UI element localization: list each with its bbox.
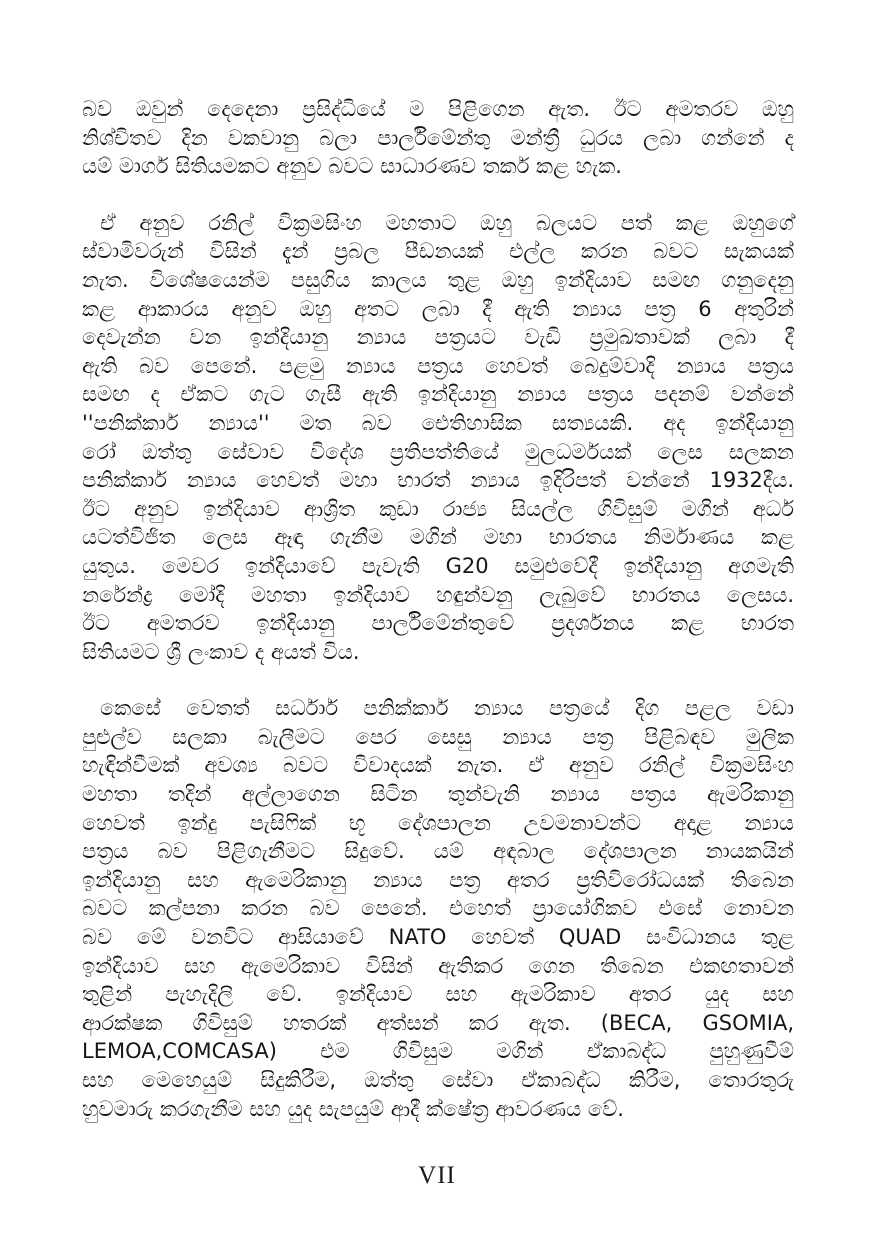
text-line: සහ මෙහෙයුම් සිදුකිරීම, ඔත්තු සේවා ඒකාබද්ධ කිරීම, තොරතුරු (82, 1068, 794, 1092)
text-line: මහතා තදින් අල්ලාගෙන සිටින තුන්වැනි න්‍යාය පත්‍රය ඇමරිකානු (82, 782, 794, 807)
text-line: ඊට අනුව ඉන්දියාව ආශ්‍රිත කුඩා රාජ්‍ය සියල්ල ගිවිසුම් මගින් අර්ධ (82, 496, 794, 521)
page-number: VII (418, 1162, 456, 1189)
text-line: බව ඔවුන් දෙදෙනා ප්‍රසිද්ධියේ ම පිළිගෙන ඇත. ඊට අමතරව ඔහු (82, 97, 794, 121)
text-line: යම් මාර්ග සිතියමකට අනුව බවට සාධාරණව තර්ක කළ හැක. (82, 154, 622, 179)
text-line: ස්වාමිවරුන් විසින් දැන් ප්‍රබල පීඩනයක් එල්ල කරන බවට සැකයක් (82, 239, 794, 264)
text-line: ඒ අනුව රනිල් වික්‍රමසිංහ මහතාට ඔහු බලයට පත් කළ ඔහුගේ (100, 210, 794, 235)
text-line: යටත්විජිත ලෙස ඈඳා ගැනීම මගින් මහා භාරතය නිර්මාණය කළ (82, 525, 794, 550)
text-line: කෙසේ වෙතත් සර්ධාර් පනික්කාර් න්‍යාය පත්‍රයේ දිග පළල වඩා (100, 696, 794, 721)
text-line: හෙවත් ඉන්දු පැසිෆික් භූ දේශපාලන උවමනාවන්ට අදාළ න්‍යාය (82, 810, 794, 835)
text-line: රෝ ඔත්තු සේවාව විදේශ ප්‍රතිපත්තියේ මුලධර්මයක් ලෙස සලකන (82, 439, 794, 464)
text-line: LEMOA,COMCASA) එම ගිවිසුම මගින් ඒකාබද්ධ පුහුණුවීම් (82, 1039, 794, 1064)
text-line: පුළුල්ව සලකා බැලීමට පෙර සෙසු න්‍යාය පත්‍ර පිළිබඳව මුලික (82, 724, 794, 749)
text-line: නැත. විශේෂයෙන්ම පසුගිය කාලය තුළ ඔහු ඉන්දියාව සමඟ ගනුදෙනු (82, 267, 794, 292)
text-line: ඇති බව පෙනේ. පළමු න්‍යාය පත්‍රය හෙවත් බෙදුම්වාදි න්‍යාය පත්‍රය (82, 353, 794, 378)
text-line: ඉන්දියානු සහ ඇමෙරිකානු න්‍යාය පත්‍ර අතර ප්‍රතිවිරෝධයක් තිබෙන (82, 867, 794, 892)
page-body (82, 95, 794, 1123)
text-line: හැඳින්වීමක් අවශ්‍ය බවට විවාදයක් නැත. ඒ අනුව රනිල් වික්‍රමසිංහ (82, 753, 794, 778)
text-line: බව මේ වනවිට ආසියාවේ NATO හෙවත් QUAD සංවිධානය තුළ (82, 925, 794, 950)
text-line: බවට කල්පනා කරන බව පෙනේ. එහෙත් ප්‍රායෝගිකව එසේ නොවන (82, 896, 794, 921)
paragraph (82, 95, 794, 181)
paragraph (82, 209, 794, 667)
text-line: ආරක්ෂක ගිවිසුම් හතරක් අත්සන් කර ඇත. (BECA, GSOMIA, (82, 1010, 794, 1035)
text-line: නිශ්චිතව දින වකවානු බලා පාර්ලිමේන්තු මන්ත්‍රී ධුරය ලබා ගන්නේ ද (82, 125, 794, 150)
text-line: ''පනික්කාර් න්‍යාය'' මත බව ඓතිහාසික සත්‍යයකි. අද ඉන්දියානු (82, 410, 794, 435)
text-line: කළ ආකාරය අනුව ඔහු අතට ලබා දී ඇති න්‍යාය පත්‍ර 6 අතුරින් (82, 296, 794, 321)
text-line: නරේන්ද්‍ර මෝදි මහතා ඉන්දියාව හඳුන්වනු ලැබුවේ භාරතය ලෙසය. (82, 582, 794, 607)
text-line: ඉන්දියාව සහ ඇමෙරිකාව විසින් ඇතිකර ගෙන තිබෙන එකඟතාවන් (82, 953, 794, 978)
text-line: ඊට අමතරව ඉන්දියානු පාර්ලිමේන්තුවේ ප්‍රදර්ශනය කළ භාරත (82, 611, 794, 636)
text-line: තුළින් පැහැදිලි වේ. ඉන්දියාව සහ ඇමරිකාව අතර යුද සහ (82, 982, 794, 1007)
text-line: හුවමාරු කරගැනීම සහ යුද සැපයුම් ආදී ක්ෂේත්‍ර ආවරණය වේ. (82, 1096, 624, 1121)
text-line: පනික්කාර් න්‍යාය හෙවත් මහා භාරත් න්‍යාය ඉදිරිපත් වන්නේ 1932දීය. (82, 468, 794, 493)
text-line: සමඟ ද ඒකට ගැට ගැසී ඇති ඉන්දියානු න්‍යාය පත්‍රය පදනම් වන්නේ (82, 382, 794, 407)
paragraph (82, 694, 794, 1123)
text-line: සිතියමට ශ්‍රී ලංකාව ද අයත් විය. (82, 639, 360, 664)
text-line: දෙවැන්න වන ඉන්දියානු න්‍යාය පත්‍රයට වැඩි ප්‍රමුඛතාවක් ලබා දී (82, 325, 794, 350)
text-line: යුතුය. මෙවර ඉන්දියාවේ පැවැති G20 සමුළුවේදී ඉන්දියානු අගමැති (82, 553, 794, 578)
text-line: පත්‍රය බව පිළිගැනීමට සිදුවේ. යම් අඳබාල දේශපාලන නායකයින් (82, 839, 794, 864)
